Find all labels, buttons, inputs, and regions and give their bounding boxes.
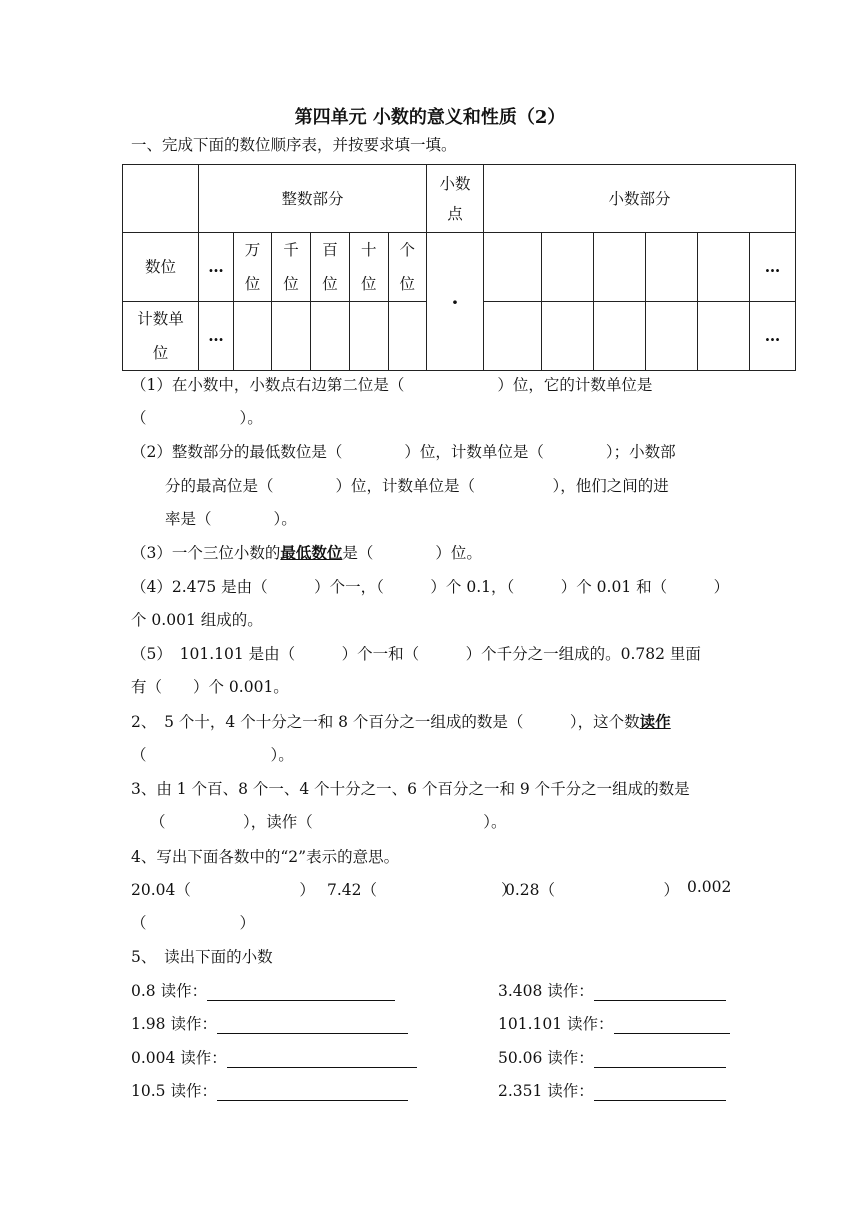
row-label-place: 数位 [123, 233, 199, 302]
q4: 4、写出下面各数中的“2”表示的意思。 [131, 848, 400, 866]
q4-item: 20.04（ ） [131, 881, 315, 899]
answer-line[interactable] [217, 1016, 408, 1034]
answer-line[interactable] [594, 983, 726, 1001]
read-row: 10.5 读作： [131, 1079, 408, 1101]
read-row: 3.408 读作： [498, 979, 726, 1001]
place-qian: 千位 [272, 233, 311, 302]
q5: 5、 读出下面的小数 [131, 948, 273, 966]
q2: 2、 5 个十，4 个十分之一和 8 个百分之一组成的数是（ ），这个数读作 [131, 712, 671, 731]
place-bai: 百位 [311, 233, 350, 302]
place-value-table [122, 164, 796, 371]
q4-item: 7.42（ ） [327, 881, 517, 899]
place-shi: 十位 [350, 233, 389, 302]
q1-item: 分的最高位是（ ）位，计数单位是（ ），他们之间的进 [165, 477, 669, 495]
q1-item: 有（ ）个 0.001。 [131, 678, 289, 696]
q1-item: （4）2.475 是由（ ）个一，（ ）个 0.1，（ ）个 0.01 和（ ） [131, 578, 730, 596]
q1-heading: 一、完成下面的数位顺序表，并按要求填一填。 [131, 136, 457, 154]
q4-item: 0.28（ ） [505, 881, 680, 899]
read-row: 0.8 读作： [131, 979, 395, 1001]
q1-item: 个 0.001 组成的。 [131, 611, 263, 629]
q1-item: （1）在小数中，小数点右边第二位是（ ）位，它的计数单位是 [131, 376, 653, 394]
answer-line[interactable] [217, 1083, 408, 1101]
answer-line[interactable] [227, 1050, 417, 1068]
read-row: 50.06 读作： [498, 1046, 726, 1068]
q1-item: （ ）。 [131, 409, 263, 427]
q2-cont: （ ）。 [131, 746, 294, 764]
answer-line[interactable] [614, 1016, 730, 1034]
q1-item: （2）整数部分的最低数位是（ ）位，计数单位是（ ）；小数部 [131, 443, 676, 461]
q4-cont: （ ） [131, 914, 256, 932]
q3: 3、由 1 个百、8 个一、4 个十分之一、6 个百分之一和 9 个千分之一组成的数是 [131, 780, 690, 798]
ellipsis: … [750, 233, 796, 302]
read-row: 101.101 读作： [498, 1012, 730, 1034]
ellipsis: … [199, 302, 234, 371]
answer-line[interactable] [594, 1050, 726, 1068]
ellipsis: … [750, 302, 796, 371]
q1-item: 率是（ ）。 [165, 510, 297, 528]
read-row: 0.004 读作： [131, 1046, 417, 1068]
place-wan: 万位 [234, 233, 272, 302]
read-row: 1.98 读作： [131, 1012, 408, 1034]
read-row: 2.351 读作： [498, 1079, 726, 1101]
decimal-point-header: 小数点 [427, 165, 484, 233]
integer-part-header: 整数部分 [199, 165, 427, 233]
place-ge: 个位 [388, 233, 427, 302]
q1-item: （5） 101.101 是由（ ）个一和（ ）个千分之一组成的。0.782 里面 [131, 645, 701, 663]
q1-item-3: （3）一个三位小数的最低数位是（ ）位。 [131, 543, 482, 562]
decimal-point-dot: · [427, 233, 484, 371]
page-title: 第四单元 小数的意义和性质（2） [294, 107, 566, 128]
decimal-part-header: 小数部分 [484, 165, 796, 233]
answer-line[interactable] [594, 1083, 726, 1101]
answer-line[interactable] [207, 983, 395, 1001]
row-label-unit: 计数单位 [123, 302, 199, 371]
q4-item: 0.002 [687, 878, 732, 896]
ellipsis: … [199, 233, 234, 302]
q3-cont: （ ），读作（ ）。 [150, 813, 507, 831]
